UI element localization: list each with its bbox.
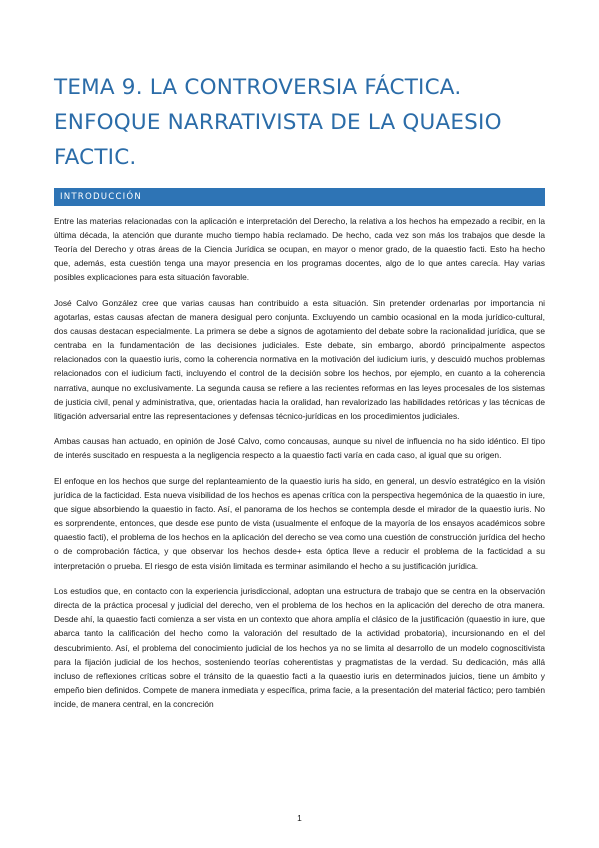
- page-number: 1: [297, 813, 302, 823]
- paragraph-5: Los estudios que, en contacto con la experiencia jurisdiccional, adoptan una estructura de trabajo que se centra en la observación directa de la práctica procesal y judicial del derecho, ven el problema de los hechos en la aplicación del derecho de otra manera. Desde ahí, la quaestio facti comienza a ser vista en un contexto que ahora amplía el clásico de la justificación (quaestio in iure, que abarca tanto la calificación del hecho como la valoración del resultado de la actividad probatoria), incursionando en el del descubrimiento. Así, el problema del conocimiento judicial de los hechos ya no se limita al desarrollo de un modelo cognoscitivista para la fijación judicial de los hechos, sosteniendo teorías coherentistas y pragmatistas de la verdad. Su dedicación, más allá incluso de reflexiones críticas sobre el tránsito de la quaestio facti a la quaestio iuris en determinados juicios, tiene un ámbito y empeño bien definidos. Compete de manera inmediata y específica, prima facie, a la presentación del material fáctico; pero también incide, de manera central, en la concreción: [54, 586, 545, 709]
- document-body: [54, 214, 545, 723]
- title-line-1: TEMA 9. LA CONTROVERSIA FÁCTICA.: [54, 75, 462, 100]
- section-heading-introduccion: INTRODUCCIÓN: [54, 188, 545, 206]
- title-line-2: ENFOQUE NARRATIVISTA DE LA QUAESIO: [54, 110, 502, 135]
- title-line-3: FACTIC.: [54, 145, 137, 170]
- paragraph-1: Entre las materias relacionadas con la aplicación e interpretación del Derecho, la relativa a los hechos ha empezado a recibir, en la última década, la atención que durante mucho tiempo había reclamado. De hecho, cada vez son más los trabajos que desde la Teoría del Derecho y otras áreas de la Ciencia Jurídica se ocupan, en mayor o menor grado, de la quaestio facti. Esto ha hecho que, además, esta cuestión tenga una mayor presencia en los programas docentes, algo de lo que antes carecía. Hay varias posibles explicaciones para esta situación favorable.: [54, 216, 545, 283]
- paragraph-2: José Calvo González cree que varias causas han contribuido a esta situación. Sin pretender ordenarlas por importancia ni agotarlas, estas causas afectan de manera desigual pero conjunta. Excluyendo un cambio ocasional en la moda jurídico-cultural, dos causas destacan especialmente. La primera se debe a signos de agotamiento del debate sobre la racionalidad jurídica, que se centraba en la fundamentación de las decisiones judiciales. Este debate, sin embargo, abordó principalmente aspectos relacionados con la quaestio iuris, como la coherencia normativa en la motivación del iudicium iuris, y descuidó muchos problemas relacionados con el iudicium facti, incluyendo el control de la decisión sobre los hechos, por ejemplo, en cuanto a la coherencia narrativa, aunque no exclusivamente. La segunda causa se refiere a las recientes reformas en las leyes procesales de los sistemas de justicia civil, penal y administrativa, que, orientadas hacia la oralidad, han revalorizado las habilidades retóricas y las técnicas de litigación adversarial entre las representaciones y defensas técnico-jurídicas en los procedimientos judiciales.: [54, 297, 545, 421]
- document-title: [54, 70, 544, 175]
- paragraph-3: Ambas causas han actuado, en opinión de José Calvo, como concausas, aunque su nivel de influencia no ha sido idéntico. El tipo de interés suscitado en respuesta a la negligencia respecto a la quaestio facti varía en cada caso, al igual que su origen.: [54, 436, 545, 461]
- paragraph-4: El enfoque en los hechos que surge del replanteamiento de la quaestio iuris ha sido, en general, un desvío estratégico en la visión jurídica de la facticidad. Esta nueva visibilidad de los hechos es apenas crítica con la perspectiva hegemónica de la quaestio in iure, que sigue absorbiendo la quaestio in facto. Así, el panorama de los hechos se contempla desde el mirador de la quaestio iuris. No es sorprendente, entonces, que desde ese punto de vista (usualmente el enfoque de la mayoría de los ensayos académicos sobre quaestio facti), el problema de los hechos en la aplicación del derecho se vea como una cuestión de construcción jurídica del hecho o de comprobación fáctica, y que observar los hechos desde+ esta óptica lleve a reducir el problema de la facticidad a su interpretación o prueba. El riesgo de esta visión limitada es terminar asimilando el hecho a su justificación jurídica.: [54, 476, 545, 571]
